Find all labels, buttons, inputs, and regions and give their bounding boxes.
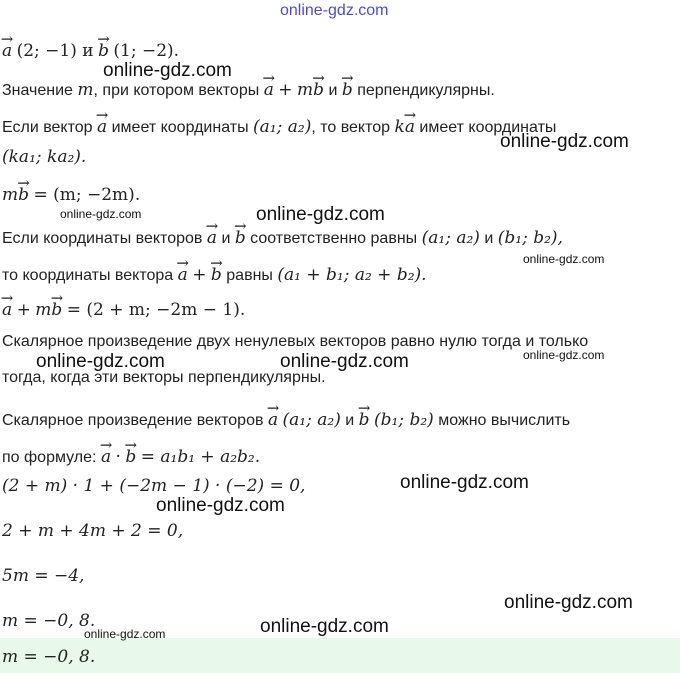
watermark: online-gdz.com xyxy=(60,207,142,221)
rule-scalar-multiple-coords: (ka₁; ka₂). xyxy=(2,147,87,167)
watermark: online-gdz.com xyxy=(103,60,232,81)
given-vectors-line: → a (2; −1) и → b (1; −2). xyxy=(2,34,179,63)
vector-b: → b xyxy=(98,34,109,62)
equation-step-3: 5m = −4, xyxy=(2,566,85,586)
m-b-equation: m→ b = (m; −2m). xyxy=(2,178,140,207)
final-answer: m = −0, 8. xyxy=(2,647,96,667)
rule-dot-product: Скалярное произведение векторов → a (a₁; a₂) и → b (b₁; b₂) можно вычислить xyxy=(2,403,570,432)
dot-product-formula: по формуле: → a · → b = a₁b₁ + a₂b₂. xyxy=(2,440,260,469)
watermark: online-gdz.com xyxy=(280,351,409,372)
rule-sum-coords: то координаты вектора → a + → b равны (a₁ + b₁; a₂ + b₂). xyxy=(2,258,427,287)
watermark-top: online-gdz.com xyxy=(280,2,389,19)
watermark: online-gdz.com xyxy=(256,204,385,225)
watermark: online-gdz.com xyxy=(156,495,285,516)
equation-step-2: 2 + m + 4m + 2 = 0, xyxy=(2,521,184,541)
rule-perpendicular: Скалярное произведение двух ненулевых векторов равно нулю тогда и только xyxy=(2,333,589,350)
watermark: online-gdz.com xyxy=(400,472,529,493)
watermark: online-gdz.com xyxy=(84,627,166,641)
watermark: online-gdz.com xyxy=(523,252,605,266)
equation-step-4: m = −0, 8. xyxy=(2,611,96,631)
task-statement: Значение m, при котором векторы → a + m→ b и → b перпендикулярны. xyxy=(2,73,495,102)
equation-step-1: (2 + m) · 1 + (−2m − 1) · (−2) = 0, xyxy=(2,476,306,496)
answer-highlight xyxy=(0,638,680,673)
watermark: online-gdz.com xyxy=(523,348,605,362)
watermark: online-gdz.com xyxy=(504,592,633,613)
rule-sum-vectors: Если координаты векторов → a и → b соответственно равны (a₁; a₂) и (b₁; b₂), xyxy=(2,221,563,250)
vector-a: → a xyxy=(2,34,12,62)
watermark: online-gdz.com xyxy=(260,616,389,637)
sum-vector-equation: → a + m→ b = (2 + m; −2m − 1). xyxy=(2,293,245,322)
watermark: online-gdz.com xyxy=(500,131,629,152)
rule-scalar-multiple: Если вектор → a имеет координаты (a₁; a₂), то вектор k→ a имеет координаты xyxy=(2,110,556,139)
rule-perpendicular-cont: тогда, когда эти векторы перпендикулярны. xyxy=(2,369,326,386)
watermark: online-gdz.com xyxy=(36,351,165,372)
